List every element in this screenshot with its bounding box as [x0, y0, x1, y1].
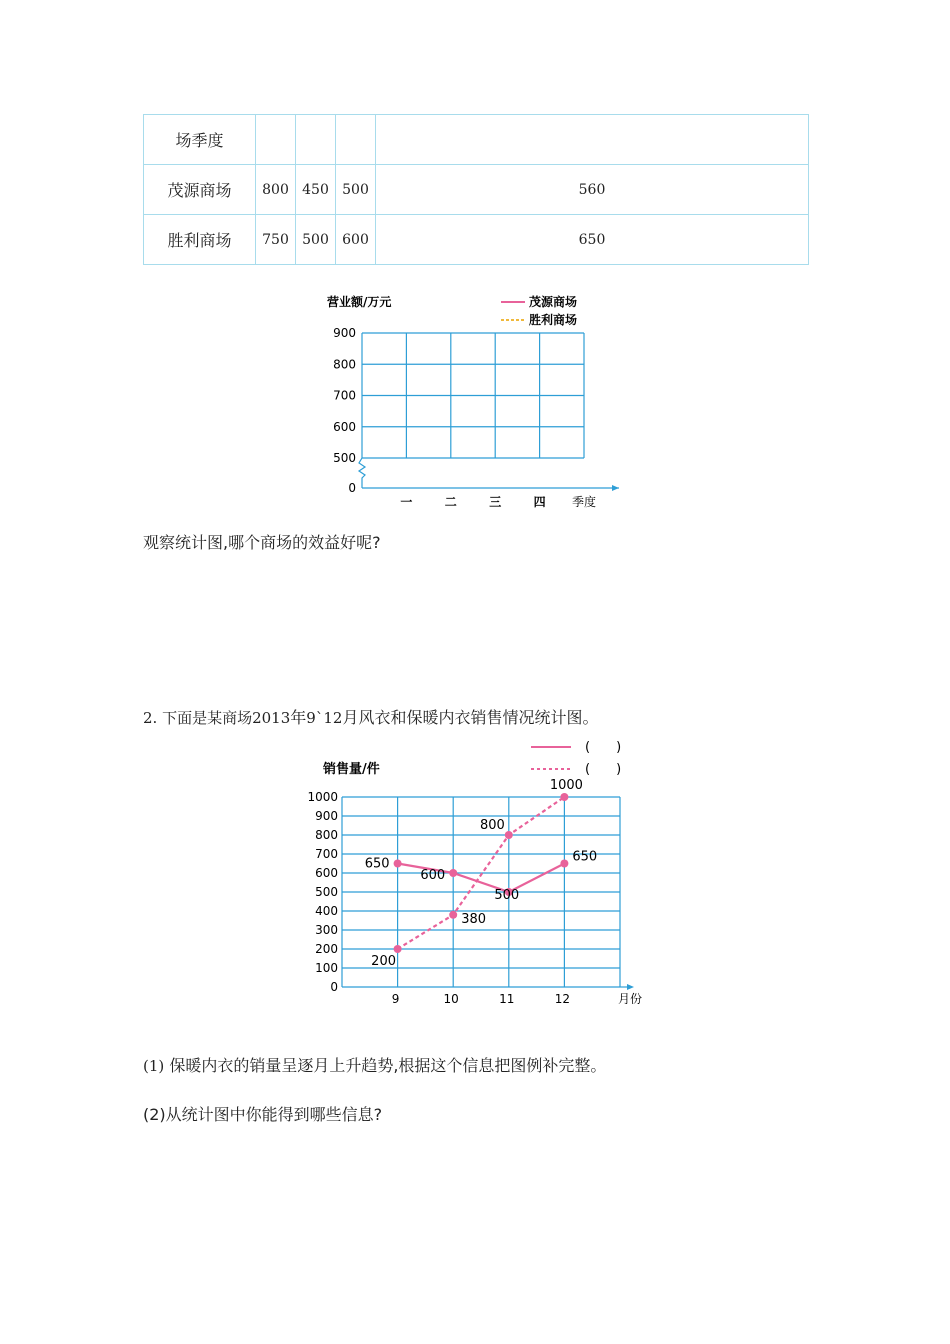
- sub-question-1-text: 保暖内衣的销量呈逐月上升趋势,根据这个信息把图例补完整。: [169, 1056, 607, 1075]
- x-axis-arrow: [612, 485, 619, 491]
- y-tick-label: 700: [315, 847, 338, 861]
- data-label: 500: [494, 888, 520, 903]
- question-1: 观察统计图,哪个商场的效益好呢?: [143, 533, 381, 552]
- x-tick-label: 11: [499, 992, 515, 1006]
- y-tick-label: 800: [333, 357, 356, 372]
- problem-2-rest: 月风衣和保暖内衣销售情况统计图。: [342, 708, 599, 727]
- sales-table: [143, 114, 809, 265]
- problem-2-title: [143, 705, 598, 728]
- y-tick-label: 700: [333, 388, 356, 403]
- data-point: [449, 911, 457, 919]
- problem-2-sep: `: [315, 709, 324, 727]
- cell-value: 560: [376, 165, 809, 215]
- y-tick-label: 100: [315, 961, 338, 975]
- y-tick-label: 500: [333, 451, 356, 465]
- row-name: 茂源商场: [144, 165, 256, 215]
- table-row: [144, 115, 809, 165]
- x-tick-label: 三: [489, 495, 502, 509]
- y-tick-label: 0: [348, 481, 356, 495]
- y-tick-label: 600: [315, 866, 338, 880]
- table-header-cell: 场季度: [144, 115, 256, 165]
- data-label: 200: [371, 954, 397, 969]
- chart1-grid: [359, 333, 619, 491]
- sub-question-1-num: (1): [143, 1057, 165, 1075]
- y-tick-label: 900: [333, 326, 356, 340]
- x-tick-label: 12: [554, 992, 571, 1006]
- data-point: [505, 831, 513, 839]
- x-tick-label: 四: [533, 495, 546, 509]
- data-label: 800: [479, 818, 505, 833]
- table-row: [144, 165, 809, 215]
- chart2-ylabel: 销售量/件: [323, 762, 380, 777]
- table-row: [144, 215, 809, 265]
- chart-2: [295, 735, 655, 1010]
- y-tick-label: 200: [315, 942, 338, 956]
- data-point: [394, 945, 402, 953]
- cell-value: 600: [336, 215, 376, 265]
- y-tick-label: 1000: [307, 790, 338, 804]
- cell-value: 750: [256, 215, 296, 265]
- problem-2-year: 2013: [252, 709, 291, 727]
- problem-2-mid: 年: [290, 708, 307, 727]
- legend-item: 胜利商场: [529, 313, 578, 327]
- y-tick-label: 400: [315, 904, 338, 918]
- chart1-ylabel: 营业额/万元: [327, 295, 392, 309]
- sub-question-1: [143, 1053, 606, 1076]
- data-point: [560, 793, 568, 801]
- data-label: 380: [461, 911, 487, 927]
- axis-break: [359, 458, 365, 488]
- x-axis-arrow: [627, 984, 634, 990]
- cell-value: 500: [296, 215, 336, 265]
- data-point: [394, 860, 402, 868]
- cell-value: 800: [256, 165, 296, 215]
- data-label: 1000: [549, 778, 583, 793]
- data-point: [560, 860, 568, 868]
- data-label: 600: [420, 868, 446, 883]
- sub-question-2: (2)从统计图中你能得到哪些信息?: [143, 1105, 383, 1124]
- data-label: 650: [572, 849, 598, 865]
- legend-item: ( ): [585, 740, 622, 755]
- problem-2-month-start: 9: [306, 709, 316, 727]
- y-tick-label: 300: [315, 923, 338, 937]
- legend-item: ( ): [585, 762, 622, 777]
- cell-value: 450: [296, 165, 336, 215]
- x-tick-label: 10: [443, 992, 459, 1006]
- y-tick-label: 500: [315, 885, 338, 899]
- y-tick-label: 600: [333, 419, 356, 434]
- data-point: [449, 869, 457, 877]
- data-label: 650: [364, 856, 390, 872]
- y-tick-label: 0: [330, 980, 338, 994]
- row-name: 胜利商场: [144, 215, 256, 265]
- problem-2-prefix: 2. 下面是某商场: [143, 709, 253, 727]
- cell-value: 500: [336, 165, 376, 215]
- x-tick-label: 9: [391, 992, 400, 1006]
- chart-1: [315, 288, 635, 518]
- x-tick-label: 二: [444, 495, 457, 509]
- x-tick-label: 一: [400, 495, 413, 509]
- cell-value: 650: [376, 215, 809, 265]
- y-tick-label: 900: [315, 809, 338, 823]
- x-axis-label: 季度: [571, 495, 597, 509]
- problem-2-month-end: 12: [323, 709, 343, 727]
- legend-item: 茂源商场: [529, 295, 578, 309]
- x-axis-label: 月份: [617, 992, 643, 1006]
- y-tick-label: 800: [315, 828, 338, 842]
